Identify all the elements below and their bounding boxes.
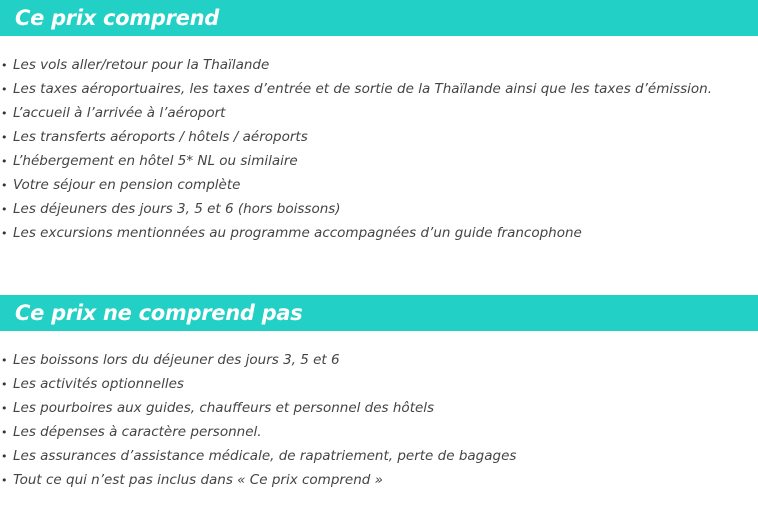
list-item-text: Les excursions mentionnées au programme accompagnées d’un guide francophone — [13, 225, 582, 241]
included-list — [0, 53, 758, 245]
list-item — [0, 420, 758, 444]
included-section — [0, 0, 758, 241]
list-item-text: Votre séjour en pension complète — [13, 177, 241, 193]
excluded-title: Ce prix ne comprend pas — [15, 301, 303, 325]
list-item-text: Les vols aller/retour pour la Thaïlande — [13, 57, 270, 73]
list-item-text: L’hébergement en hôtel 5* NL ou similaire — [13, 153, 298, 169]
list-item-text: Les assurances d’assistance médicale, de rapatriement, perte de bagages — [13, 448, 517, 464]
list-item-text: Les transferts aéroports / hôtels / aéroports — [13, 129, 308, 145]
list-item-text: Tout ce qui n’est pas inclus dans « Ce prix comprend » — [13, 472, 383, 488]
list-item — [0, 197, 758, 221]
bullet-icon: • — [1, 354, 8, 367]
bullet-icon: • — [1, 155, 8, 168]
included-banner — [0, 0, 758, 36]
list-item — [0, 221, 758, 245]
bullet-icon: • — [1, 83, 8, 96]
list-item-text: Les déjeuners des jours 3, 5 et 6 (hors boissons) — [13, 201, 341, 217]
list-item-text: Les pourboires aux guides, chauffeurs et personnel des hôtels — [13, 400, 435, 416]
bullet-icon: • — [1, 426, 8, 439]
excluded-banner — [0, 295, 758, 331]
list-item-text: Les boissons lors du déjeuner des jours 3, 5 et 6 — [13, 352, 340, 368]
bullet-icon: • — [1, 59, 8, 72]
list-item — [0, 149, 758, 173]
bullet-icon: • — [1, 179, 8, 192]
list-item — [0, 348, 758, 372]
list-item — [0, 173, 758, 197]
list-item — [0, 101, 758, 125]
list-item-text: Les activités optionnelles — [13, 376, 184, 392]
included-title: Ce prix comprend — [15, 6, 219, 30]
excluded-list — [0, 348, 758, 492]
list-item — [0, 444, 758, 468]
list-item — [0, 372, 758, 396]
list-item-text: Les dépenses à caractère personnel. — [13, 424, 262, 440]
list-item — [0, 53, 758, 77]
bullet-icon: • — [1, 227, 8, 240]
list-item — [0, 396, 758, 420]
list-item — [0, 125, 758, 149]
bullet-icon: • — [1, 474, 8, 487]
bullet-icon: • — [1, 402, 8, 415]
list-item-text: L’accueil à l’arrivée à l’aéroport — [13, 105, 226, 121]
bullet-icon: • — [1, 107, 8, 120]
list-item-text: Les taxes aéroportuaires, les taxes d’entrée et de sortie de la Thaïlande ainsi que les taxes d’émission. — [13, 81, 713, 97]
bullet-icon: • — [1, 203, 8, 216]
bullet-icon: • — [1, 378, 8, 391]
list-item — [0, 468, 758, 492]
excluded-section — [0, 295, 758, 488]
bullet-icon: • — [1, 450, 8, 463]
bullet-icon: • — [1, 131, 8, 144]
list-item — [0, 77, 758, 101]
